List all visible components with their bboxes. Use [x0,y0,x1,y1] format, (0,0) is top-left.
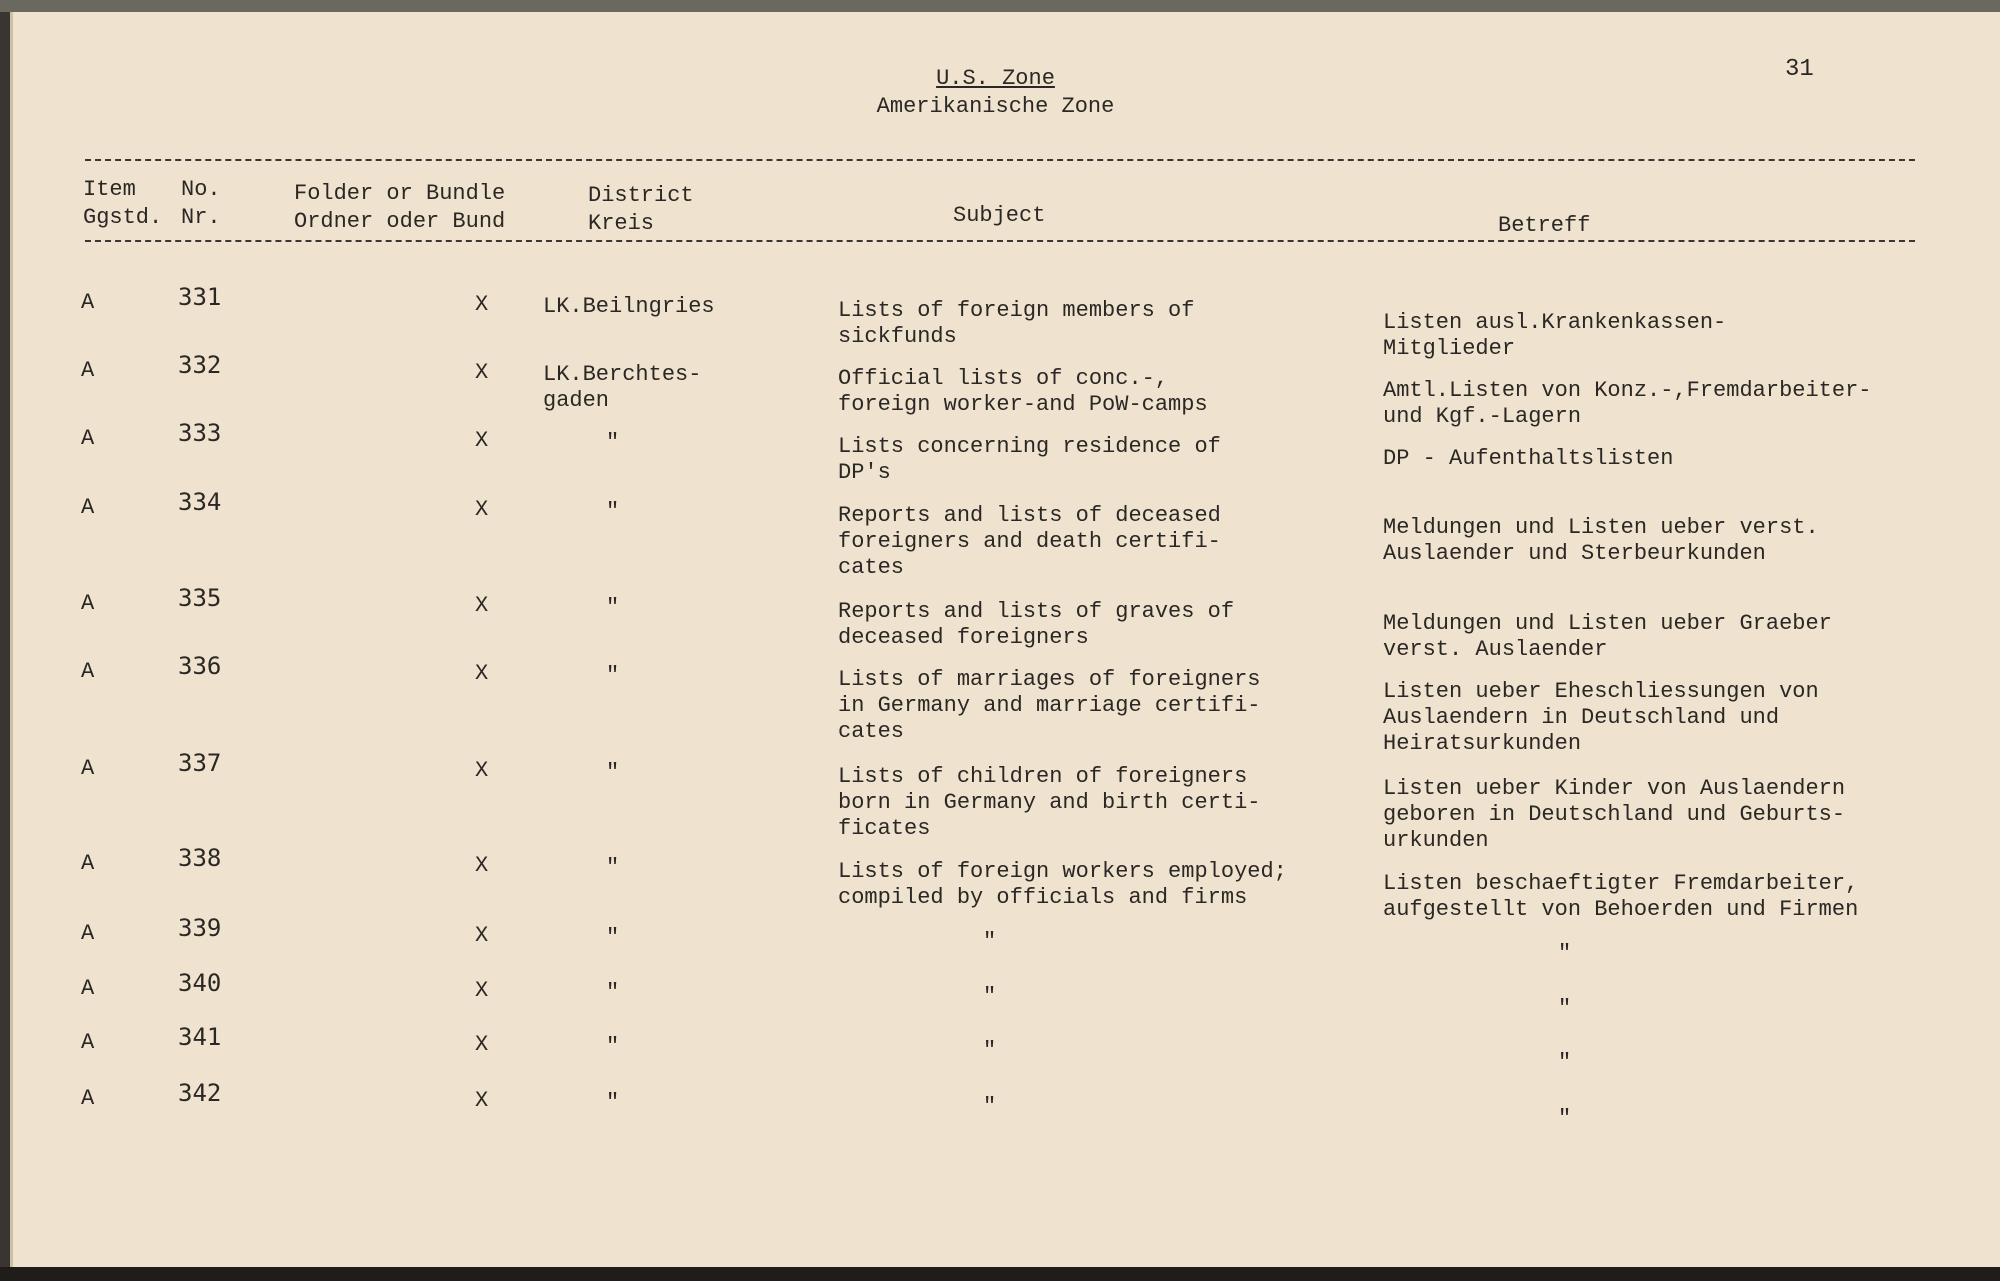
row-betreff: " [1558,1106,1572,1131]
row-folder-mark: X [475,1032,489,1057]
column-header-district-en: District [588,183,694,208]
page-subtitle: Amerikanische Zone [876,94,1115,119]
header-bottom-rule [85,240,1915,242]
row-item: A [81,659,95,684]
row-number: 341 [178,1023,222,1051]
row-folder-mark: X [475,292,489,317]
column-header-folder-en: Folder or Bundle [294,181,506,206]
row-subject: Lists of foreign workers employed; compiled by officials and firms [838,859,1287,910]
row-item: A [81,290,95,315]
row-item: A [81,976,95,1001]
row-subject: " [983,929,997,954]
row-district: " [606,760,620,785]
column-header-item-de: Ggstd. [83,205,163,230]
column-header-district-de: Kreis [588,211,655,236]
row-number: 331 [178,283,222,311]
row-folder-mark: X [475,923,489,948]
row-betreff: " [1558,941,1572,966]
header-top-rule [85,159,1915,161]
column-header-no-en: No. [181,177,221,202]
row-number: 342 [178,1079,222,1107]
row-folder-mark: X [475,661,489,686]
row-district: " [606,430,620,455]
document-page [10,12,2000,1267]
row-folder-mark: X [475,758,489,783]
row-folder-mark: X [475,978,489,1003]
row-betreff: Listen ueber Eheschliessungen von Auslaendern in Deutschland und Heiratsurkunden [1383,679,1819,756]
row-district: LK.Berchtes- gaden [543,362,702,413]
row-folder-mark: X [475,428,489,453]
row-item: A [81,1086,95,1111]
row-subject: Reports and lists of graves of deceased foreigners [838,599,1235,650]
row-number: 340 [178,969,222,997]
row-betreff: Listen ueber Kinder von Auslaendern geboren in Deutschland und Geburts- urkunden [1383,776,1846,853]
row-betreff: Amtl.Listen von Konz.-,Fremdarbeiter- und Kgf.-Lagern [1383,378,1872,429]
row-subject: Reports and lists of deceased foreigners and death certifi- cates [838,503,1221,580]
column-header-betreff: Betreff [1498,213,1591,238]
row-subject: " [983,984,997,1009]
row-district: " [606,925,620,950]
row-item: A [81,358,95,383]
row-subject: " [983,1038,997,1063]
row-district: LK.Beilngries [543,294,715,319]
row-betreff: Meldungen und Listen ueber verst. Auslaender und Sterbeurkunden [1383,515,1819,566]
column-header-folder [294,180,505,236]
row-district: " [606,499,620,524]
row-subject: Lists concerning residence of DP's [838,434,1221,485]
row-subject: Lists of foreign members of sickfunds [838,298,1195,349]
row-betreff: Meldungen und Listen ueber Graeber verst. Auslaender [1383,611,1832,662]
row-folder-mark: X [475,360,489,385]
row-folder-mark: X [475,593,489,618]
row-district: " [606,855,620,880]
page-number: 31 [1785,56,1814,83]
row-subject: Lists of marriages of foreigners in Germany and marriage certifi- cates [838,667,1261,744]
scan-bottom-edge [0,1267,2000,1281]
row-subject: Lists of children of foreigners born in Germany and birth certi- ficates [838,764,1261,841]
row-item: A [81,756,95,781]
row-subject: " [983,1094,997,1119]
row-item: A [81,921,95,946]
scan-top-edge [0,0,2000,12]
column-header-district [588,182,694,238]
column-header-folder-de: Ordner oder Bund [294,209,506,234]
row-subject: Official lists of conc.-, foreign worker-and PoW-camps [838,366,1208,417]
row-betreff: DP - Aufenthaltslisten [1383,446,1674,471]
row-district: " [606,1090,620,1115]
row-number: 338 [178,844,222,872]
row-folder-mark: X [475,497,489,522]
column-header-no [181,176,221,232]
column-header-item [83,176,162,232]
row-betreff: " [1558,1050,1572,1075]
column-header-no-de: Nr. [181,205,221,230]
column-header-item-en: Item [83,177,136,202]
row-number: 332 [178,351,222,379]
column-header-subject: Subject [953,203,1046,228]
page-title: U.S. Zone [936,66,1055,91]
row-number: 337 [178,749,222,777]
row-number: 333 [178,419,222,447]
row-folder-mark: X [475,1088,489,1113]
row-item: A [81,851,95,876]
row-district: " [606,980,620,1005]
row-item: A [81,426,95,451]
row-number: 335 [178,584,222,612]
row-number: 334 [178,488,222,516]
row-item: A [81,591,95,616]
row-district: " [606,663,620,688]
row-number: 336 [178,652,222,680]
row-betreff: Listen beschaeftigter Fremdarbeiter, aufgestellt von Behoerden und Firmen [1383,871,1859,922]
row-district: " [606,595,620,620]
row-number: 339 [178,914,222,942]
row-item: A [81,495,95,520]
row-district: " [606,1034,620,1059]
row-betreff: Listen ausl.Krankenkassen- Mitglieder [1383,310,1727,361]
row-folder-mark: X [475,853,489,878]
row-betreff: " [1558,996,1572,1021]
row-item: A [81,1030,95,1055]
